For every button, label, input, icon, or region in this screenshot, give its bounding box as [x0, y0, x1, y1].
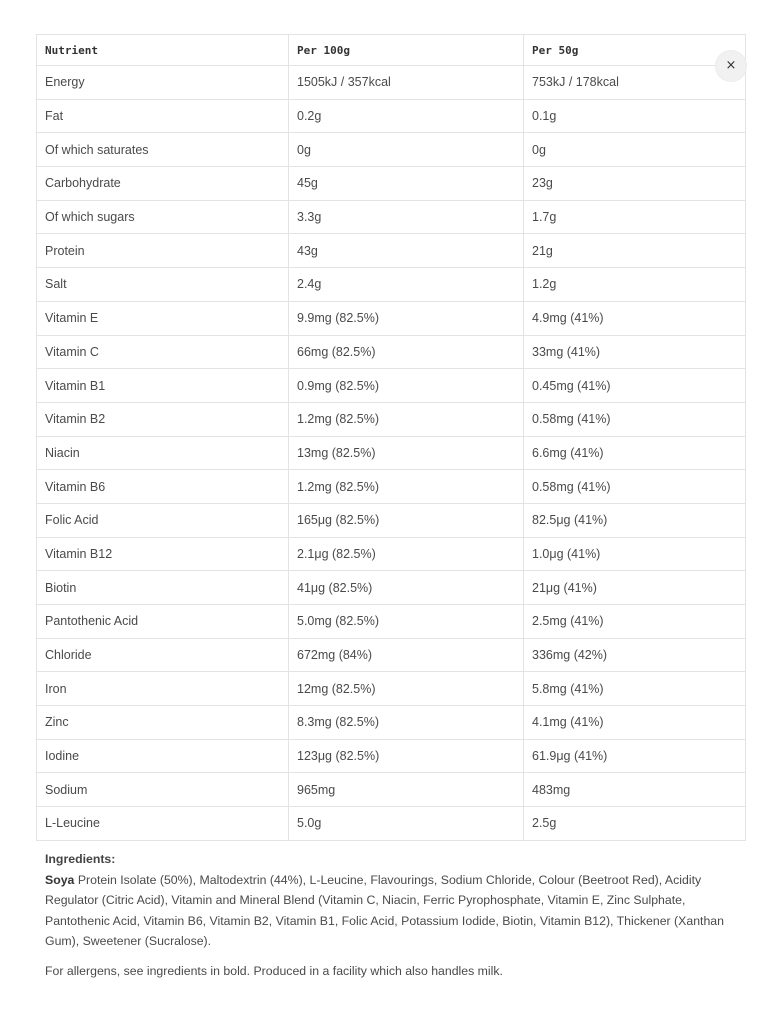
per-100g-cell: 123μg (82.5%)	[289, 739, 524, 773]
nutrient-cell: Vitamin B12	[37, 537, 289, 571]
per-100g-cell: 43g	[289, 234, 524, 268]
table-row	[37, 672, 746, 706]
per-100g-cell: 0.9mg (82.5%)	[289, 369, 524, 403]
close-button[interactable]	[716, 51, 746, 81]
per-100g-cell: 965mg	[289, 773, 524, 807]
nutrient-cell: Sodium	[37, 773, 289, 807]
ingredients-text	[45, 870, 745, 952]
per-50g-cell: 336mg (42%)	[524, 638, 746, 672]
table-row	[37, 807, 746, 841]
nutrition-panel	[36, 34, 745, 841]
nutrient-cell: Salt	[37, 268, 289, 302]
header-nutrient: Nutrient	[37, 35, 289, 66]
per-50g-cell: 2.5g	[524, 807, 746, 841]
nutrient-cell: Iodine	[37, 739, 289, 773]
per-50g-cell: 1.7g	[524, 200, 746, 234]
per-50g-cell: 1.0μg (41%)	[524, 537, 746, 571]
per-100g-cell: 0.2g	[289, 99, 524, 133]
table-row	[37, 99, 746, 133]
per-50g-cell: 82.5μg (41%)	[524, 503, 746, 537]
per-100g-cell: 5.0mg (82.5%)	[289, 605, 524, 639]
nutrition-table	[36, 34, 746, 841]
per-50g-cell: 0.45mg (41%)	[524, 369, 746, 403]
nutrient-cell: Folic Acid	[37, 503, 289, 537]
per-50g-cell: 483mg	[524, 773, 746, 807]
per-50g-cell: 0.58mg (41%)	[524, 470, 746, 504]
per-50g-cell: 1.2g	[524, 268, 746, 302]
nutrient-cell: Zinc	[37, 706, 289, 740]
allergen-note: For allergens, see ingredients in bold. Produced in a facility which also handles milk.	[45, 964, 503, 978]
table-row	[37, 706, 746, 740]
per-100g-cell: 9.9mg (82.5%)	[289, 301, 524, 335]
table-row	[37, 571, 746, 605]
nutrient-cell: Fat	[37, 99, 289, 133]
table-row	[37, 470, 746, 504]
table-row	[37, 537, 746, 571]
per-100g-cell: 0g	[289, 133, 524, 167]
per-100g-cell: 1505kJ / 357kcal	[289, 66, 524, 100]
per-100g-cell: 13mg (82.5%)	[289, 436, 524, 470]
table-row	[37, 200, 746, 234]
nutrient-cell: Vitamin E	[37, 301, 289, 335]
nutrient-cell: Vitamin C	[37, 335, 289, 369]
table-header	[37, 35, 746, 66]
close-icon: ×	[725, 58, 737, 73]
per-50g-cell: 4.1mg (41%)	[524, 706, 746, 740]
table-row	[37, 133, 746, 167]
table-row	[37, 739, 746, 773]
ingredients-section	[45, 849, 745, 952]
table-row	[37, 268, 746, 302]
table-row	[37, 638, 746, 672]
per-100g-cell: 45g	[289, 167, 524, 201]
table-row	[37, 402, 746, 436]
nutrient-cell: Pantothenic Acid	[37, 605, 289, 639]
per-50g-cell: 6.6mg (41%)	[524, 436, 746, 470]
per-50g-cell: 21g	[524, 234, 746, 268]
ingredients-list: Protein Isolate (50%), Maltodextrin (44%), L-Leucine, Flavourings, Sodium Chloride, Colour (Beetroot Red), Acidity Regulator (Citric Acid), Vitamin and Mineral Blend (Vitamin C, Niacin, Ferric Pyrophosphate, Vitamin E, Zinc Sulphate, Pantothenic Acid, Vitamin B6, Vitamin B2, Vitamin B1, Folic Acid, Potassium Iodide, Biotin, Vitamin B12), Thickener (Xanthan Gum), Sweetener (Sucralose).	[45, 872, 724, 948]
nutrient-cell: Iron	[37, 672, 289, 706]
header-row	[37, 35, 746, 66]
per-100g-cell: 165μg (82.5%)	[289, 503, 524, 537]
table-row	[37, 66, 746, 100]
nutrient-cell: Chloride	[37, 638, 289, 672]
nutrient-cell: Vitamin B1	[37, 369, 289, 403]
nutrient-cell: Protein	[37, 234, 289, 268]
per-100g-cell: 5.0g	[289, 807, 524, 841]
nutrient-cell: L-Leucine	[37, 807, 289, 841]
table-row	[37, 167, 746, 201]
per-100g-cell: 12mg (82.5%)	[289, 672, 524, 706]
per-50g-cell: 753kJ / 178kcal	[524, 66, 746, 100]
per-50g-cell: 33mg (41%)	[524, 335, 746, 369]
per-50g-cell: 0g	[524, 133, 746, 167]
table-row	[37, 234, 746, 268]
per-100g-cell: 3.3g	[289, 200, 524, 234]
per-50g-cell: 0.58mg (41%)	[524, 402, 746, 436]
nutrient-cell: Vitamin B6	[37, 470, 289, 504]
per-100g-cell: 672mg (84%)	[289, 638, 524, 672]
per-100g-cell: 1.2mg (82.5%)	[289, 470, 524, 504]
nutrient-cell: Niacin	[37, 436, 289, 470]
per-50g-cell: 4.9mg (41%)	[524, 301, 746, 335]
table-row	[37, 503, 746, 537]
nutrient-cell: Of which sugars	[37, 200, 289, 234]
table-row	[37, 369, 746, 403]
header-per-100g: Per 100g	[289, 35, 524, 66]
nutrient-cell: Vitamin B2	[37, 402, 289, 436]
per-100g-cell: 1.2mg (82.5%)	[289, 402, 524, 436]
allergen-bold: Soya	[45, 872, 75, 887]
table-row	[37, 436, 746, 470]
nutrient-cell: Of which saturates	[37, 133, 289, 167]
header-per-50g: Per 50g	[524, 35, 746, 66]
per-50g-cell: 21μg (41%)	[524, 571, 746, 605]
per-100g-cell: 41μg (82.5%)	[289, 571, 524, 605]
table-row	[37, 301, 746, 335]
nutrient-cell: Biotin	[37, 571, 289, 605]
per-50g-cell: 61.9μg (41%)	[524, 739, 746, 773]
nutrient-cell: Energy	[37, 66, 289, 100]
per-50g-cell: 23g	[524, 167, 746, 201]
per-50g-cell: 0.1g	[524, 99, 746, 133]
per-100g-cell: 2.1μg (82.5%)	[289, 537, 524, 571]
table-row	[37, 605, 746, 639]
table-row	[37, 335, 746, 369]
per-100g-cell: 2.4g	[289, 268, 524, 302]
table-row	[37, 773, 746, 807]
table-body	[37, 66, 746, 841]
nutrient-cell: Carbohydrate	[37, 167, 289, 201]
per-100g-cell: 66mg (82.5%)	[289, 335, 524, 369]
per-50g-cell: 2.5mg (41%)	[524, 605, 746, 639]
per-100g-cell: 8.3mg (82.5%)	[289, 706, 524, 740]
ingredients-title: Ingredients:	[45, 852, 116, 866]
per-50g-cell: 5.8mg (41%)	[524, 672, 746, 706]
